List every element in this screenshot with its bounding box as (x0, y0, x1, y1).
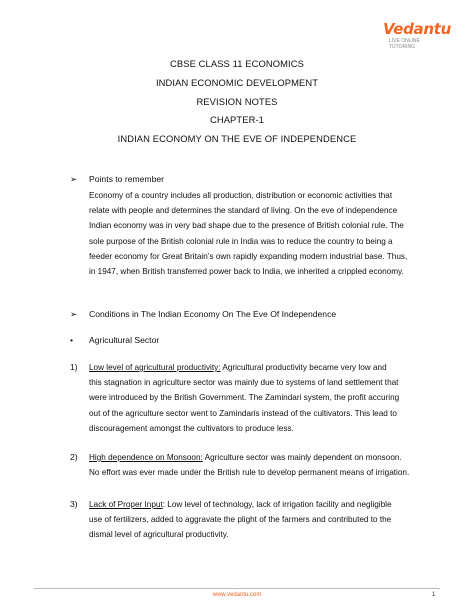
points-line: in 1947, when British transferred power back to India, we inherited a crippled economy. (89, 267, 404, 277)
conditions-title: Conditions in The Indian Economy On The Eve Of Independence (89, 309, 337, 319)
item-line: were introduced by the British Government. The Zamindari system, the profit accuring (89, 393, 400, 403)
points-line: Economy of a country includes all production, distribution or economic activities that (89, 191, 393, 200)
points-title: Points to remember (89, 174, 164, 184)
item-line: Agriculture sector was mainly dependent on monsoon. (202, 453, 402, 462)
item-line: this stagnation in agriculture sector was mainly due to systems of land settlement that (89, 378, 399, 388)
logo-text: Vedantu (383, 20, 451, 38)
item-line: discouragement amongst the cultivators to produce less. (89, 423, 294, 433)
item-paragraph (89, 450, 439, 480)
logo-tagline: LIVE ONLINE TUTORING (389, 38, 420, 50)
footer-url[interactable]: www.vedantu.com (212, 592, 262, 598)
points-line: sole purpose of the British colonial rule in India was to reduce the country to being a (89, 236, 393, 246)
agri-title: Agricultural Sector (89, 335, 160, 345)
item-number: 3) (70, 499, 78, 509)
header-subject: INDIAN ECONOMIC DEVELOPMENT (155, 76, 319, 88)
item-heading: Lack of Proper Input (89, 500, 163, 509)
item-line: out of the agriculture sector went to Zamindaris instead of the cultivators. This lead to (89, 408, 397, 418)
item-line: Agricultural productivity became very low and (220, 363, 387, 372)
dot-bullet-icon: • (70, 335, 74, 345)
points-line: relate with people and determines the standard of living. On the eve of independence (89, 206, 398, 216)
item-heading: High dependence on Monsoon: (89, 453, 203, 462)
header-chapter-title: INDIAN ECONOMY ON THE EVE OF INDEPENDENCE (117, 133, 357, 145)
item-line: No effort was ever made under the British rule to develop permanent means of irrigation. (89, 468, 410, 478)
arrow-bullet-icon: ➢ (70, 309, 78, 319)
item-paragraph (89, 497, 439, 543)
item-line: : Low level of technology, lack of irrigation facility and negligible (162, 500, 392, 509)
item-number: 2) (70, 452, 78, 462)
points-line: Indian economy was in very bad shape due to the presence of British colonial rule. The (89, 221, 404, 231)
header-class: CBSE CLASS 11 ECONOMICS (170, 58, 304, 69)
points-line: feeder economy for Great Britain’s own rapidly expanding modern industrial base. Thus, (89, 251, 408, 261)
footer-divider (34, 588, 440, 589)
document-header (40, 55, 434, 149)
item-paragraph (89, 360, 439, 436)
item-number: 1) (70, 362, 78, 372)
arrow-bullet-icon: ➢ (70, 174, 78, 184)
page-number: 1 (432, 592, 436, 598)
header-chapter: CHAPTER-1 (209, 114, 265, 126)
item-line: dismal level of agricultural productivity. (89, 530, 229, 540)
item-line: use of fertilizers, added to aggravate the plight of the farmers and contributed to the (89, 515, 392, 525)
item-heading: Low level of agricultural productivity: (89, 363, 221, 372)
header-notes: REVISION NOTES (196, 95, 278, 107)
points-paragraph (89, 188, 439, 279)
vedantu-logo (383, 20, 451, 50)
